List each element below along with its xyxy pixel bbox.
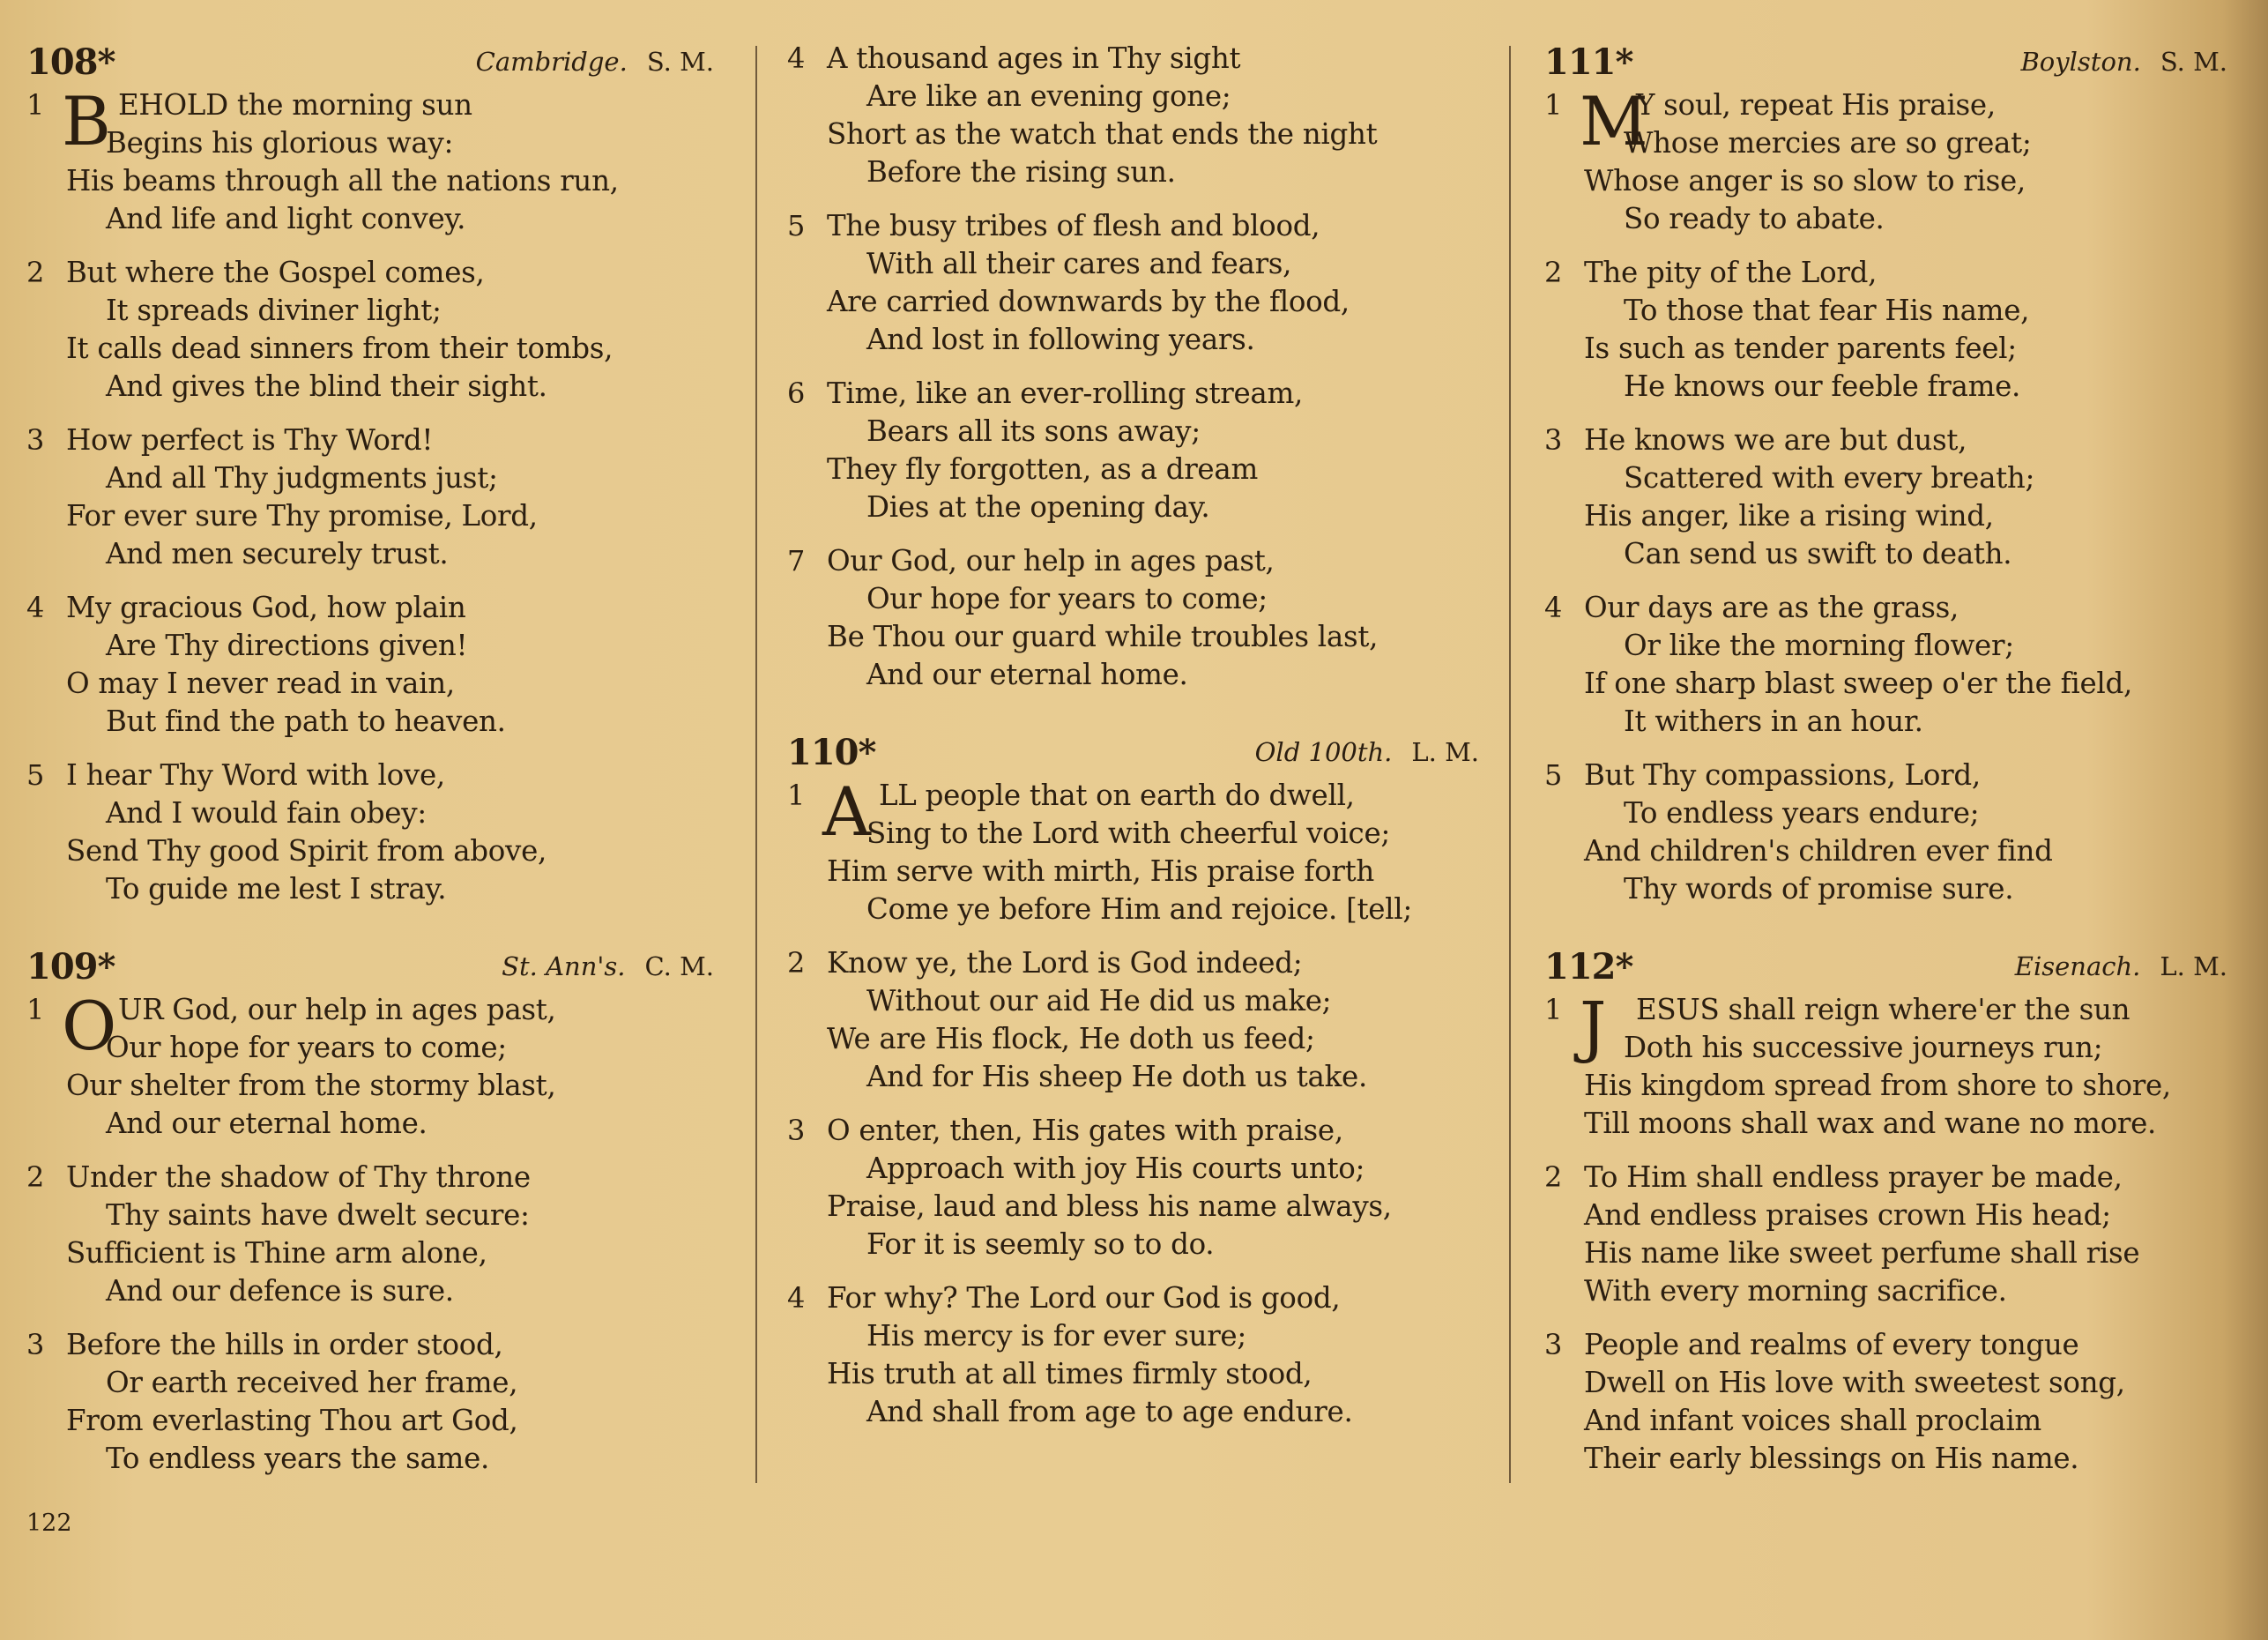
verse-line: With all their cares and fears, [866,247,1292,280]
column-divider [1509,46,1511,1483]
verse-line: With every morning sacrifice. [1584,1274,2007,1308]
verse-line: My gracious God, how plain [66,591,466,624]
verse [787,1279,1497,1431]
verse-line: Send Thy good Spirit from above, [66,834,547,868]
verse-line: Sing to the Lord with cheerful voice; [866,816,1391,850]
verse-line: Is such as tender parents feel; [1584,332,2017,365]
verse-line: It calls dead sinners from their tombs, [66,332,613,365]
verse-number: 1 [26,88,45,122]
verse-number: 3 [26,423,45,457]
verse [787,375,1497,526]
verse-line: Under the shadow of Thy throne [66,1160,531,1194]
hymn-section [1544,37,2245,908]
hymn-section [1544,942,2245,1478]
verse-line: And I would fain obey: [106,796,427,830]
verse [26,1326,732,1478]
tune-name: Cambridge. [475,47,628,77]
verse-line: From everlasting Thou art God, [66,1404,518,1437]
verse-line: They fly forgotten, as a dream [827,452,1258,486]
verse-line: Before the hills in order stood, [66,1328,503,1361]
hymn-tune-meter [476,47,732,77]
verse [26,589,732,741]
verse-number: 1 [1544,88,1563,122]
verse-number: 6 [787,376,806,410]
verse-number: 4 [787,41,806,75]
verse [1544,82,2245,238]
meter: S. M. [646,47,714,77]
hymn-tune-meter [2020,47,2245,77]
verse-line: Short as the watch that ends the night [827,117,1378,151]
verse-line: Bears all its sons away; [866,414,1201,448]
hymn-section [787,40,1497,694]
verse-line: And our eternal home. [866,658,1188,691]
verse-number: 5 [787,209,806,242]
verse [787,542,1497,694]
line-text: UR God, our help in ages past, [118,993,556,1026]
verse-line: Are Thy directions given! [106,629,468,662]
hymn-header [26,37,732,86]
verse [26,757,732,908]
column-left [26,37,732,1478]
drop-cap: A [822,772,871,851]
hymn-number: 110* [787,731,876,773]
column-middle [787,40,1497,1431]
verse-line: Come ye before Him and rejoice. [tell; [866,892,1413,926]
hymn-header [1544,37,2245,86]
verse [1544,1326,2245,1478]
verse-number: 2 [26,256,45,289]
drop-cap: M [1580,82,1648,160]
tune-name: St. Ann's. [502,951,626,981]
verse-line: Can send us swift to death. [1624,537,2012,570]
verse-line: His name like sweet perfume shall rise [1584,1236,2140,1270]
verse-line: He knows our feeble frame. [1624,369,2021,403]
verse [1544,757,2245,908]
verse-line: It withers in an hour. [1624,704,1923,738]
verse-line: So ready to abate. [1624,202,1885,235]
verse-number: 4 [787,1281,806,1315]
verse-line: And our eternal home. [106,1107,428,1140]
verse-line: People and realms of every tongue [1584,1328,2079,1361]
verse [787,40,1497,191]
verse-number: 3 [1544,1328,1563,1361]
verse-line: Praise, laud and bless his name always, [827,1189,1392,1223]
verse-number: 3 [26,1328,45,1361]
verse-line: And for His sheep He doth us take. [866,1060,1367,1093]
verse-line: His truth at all times firmly stood, [827,1357,1312,1390]
verse-line: And endless praises crown His head; [1584,1198,2111,1232]
verse-line: Scattered with every breath; [1624,461,2035,495]
verse-line: The busy tribes of flesh and blood, [827,209,1320,242]
tune-name: Boylston. [2020,47,2141,77]
verse-line: Our hope for years to come; [866,582,1268,615]
verse-number: 1 [1544,993,1563,1026]
verse-line: Without our aid He did us make; [866,984,1332,1018]
verse-line: Our days are as the grass, [1584,591,1959,624]
hymn-tune-meter [502,951,732,981]
verse-number: 3 [1544,423,1563,457]
verse-line: His mercy is for ever sure; [866,1319,1247,1353]
verse-number: 1 [26,993,45,1026]
drop-cap: B [62,82,111,160]
column-divider [755,46,757,1483]
verse-line: To endless years the same. [106,1442,490,1475]
meter: L. M. [1411,737,1479,767]
verse-line: Doth his successive journeys run; [1624,1031,2103,1064]
verse-line: Their early blessings on His name. [1584,1442,2079,1475]
hymn-number: 111* [1544,41,1633,83]
verse [26,82,732,238]
meter: S. M. [2160,47,2227,77]
verse [787,944,1497,1096]
verse-line: Our shelter from the stormy blast, [66,1069,556,1102]
verse-line: Begins his glorious way: [106,126,454,160]
verse-line: Him serve with mirth, His praise forth [827,854,1375,888]
verse [26,1159,732,1310]
tune-name: Eisenach. [2014,951,2141,981]
verse [1544,987,2245,1143]
verse-line: And infant voices shall proclaim [1584,1404,2041,1437]
verse-line: Whose mercies are so great; [1624,126,2032,160]
line-text: ESUS shall reign where'er the sun [1636,993,2130,1026]
meter: C. M. [644,951,714,981]
tune-name: Old 100th. [1254,737,1393,767]
verse-line: Time, like an ever-rolling stream, [827,376,1303,410]
verse-line: We are His flock, He doth us feed; [827,1022,1315,1055]
line-text: LL people that on earth do dwell, [879,779,1355,812]
verse-line: To guide me lest I stray. [106,872,447,906]
verse-line: To Him shall endless prayer be made, [1584,1160,2123,1194]
verse-line: But find the path to heaven. [106,704,506,738]
hymn-number: 108* [26,41,115,83]
verse-line: His kingdom spread from shore to shore, [1584,1069,2171,1102]
verse [787,1112,1497,1264]
hymn-number: 109* [26,945,115,988]
verse-line: Be Thou our guard while troubles last, [827,620,1379,653]
verse-line: A thousand ages in Thy sight [827,41,1241,75]
verse [26,254,732,406]
drop-cap: O [62,987,117,1065]
verse-line: Sufficient is Thine arm alone, [66,1236,487,1270]
verse [1544,254,2245,406]
verse-number: 3 [787,1114,806,1147]
hymn-section [26,37,732,908]
verse-line: To those that fear His name, [1624,294,2030,327]
hymn-tune-meter [1255,737,1497,767]
verse-line: And life and light convey. [106,202,466,235]
verse-line: And lost in following years. [866,323,1255,356]
verse-number: 5 [26,758,45,792]
meter: L. M. [2160,951,2227,981]
verse-line: Approach with joy His courts unto; [866,1152,1365,1185]
verse-line: Our God, our help in ages past, [827,544,1275,578]
hymn-header [787,727,1497,777]
verse-line: And men securely trust. [106,537,449,570]
hymn-section [26,942,732,1478]
verse [1544,1159,2245,1310]
verse-line: Are like an evening gone; [866,79,1231,113]
verse-line: Dies at the opening day. [866,490,1210,524]
verse-line: But Thy compassions, Lord, [1584,758,1981,792]
line-text: Y soul, repeat His praise, [1636,88,1996,122]
verse-line: To endless years endure; [1624,796,1980,830]
verse-number: 4 [26,591,45,624]
verse-line: And all Thy judgments just; [106,461,498,495]
verse-line: And children's children ever find [1584,834,2053,868]
verse-line: Know ye, the Lord is God indeed; [827,946,1303,980]
hymn-section [787,727,1497,1431]
verse-line: For ever sure Thy promise, Lord, [66,499,538,533]
verse [787,772,1497,928]
verse-line: Or earth received her frame, [106,1366,518,1399]
hymn-header [26,942,732,991]
verse-number: 2 [1544,256,1563,289]
verse [26,987,732,1143]
page-number: 122 [26,1510,72,1537]
verse [787,207,1497,359]
hymn-header [1544,942,2245,991]
verse-line: And our defence is sure. [106,1274,454,1308]
verse-line: Thy words of promise sure. [1624,872,2014,906]
verse-line: O may I never read in vain, [66,667,455,700]
verse-number: 2 [1544,1160,1563,1194]
verse [26,421,732,573]
verse-line: For why? The Lord our God is good, [827,1281,1341,1315]
verse-line: O enter, then, His gates with praise, [827,1114,1343,1147]
verse-number: 4 [1544,591,1563,624]
verse [1544,421,2245,573]
verse-number: 2 [787,946,806,980]
drop-cap: J [1580,987,1607,1065]
verse-line: And gives the blind their sight. [106,369,547,403]
verse-line: Whose anger is so slow to rise, [1584,164,2026,198]
verse-line: Are carried downwards by the flood, [827,285,1350,318]
verse-line: Or like the morning flower; [1624,629,2014,662]
verse-line: He knows we are but dust, [1584,423,1967,457]
verse-line: Till moons shall wax and wane no more. [1584,1107,2157,1140]
verse-line: Dwell on His love with sweetest song, [1584,1366,2125,1399]
verse-line: For it is seemly so to do. [866,1227,1215,1261]
verse-line: It spreads diviner light; [106,294,442,327]
line-text: EHOLD the morning sun [118,88,472,122]
verse-line: And shall from age to age endure. [866,1395,1353,1428]
verse-line: How perfect is Thy Word! [66,423,434,457]
verse-line: But where the Gospel comes, [66,256,485,289]
verse-line: I hear Thy Word with love, [66,758,445,792]
verse-line: Thy saints have dwelt secure: [106,1198,530,1232]
verse-line: Before the rising sun. [866,155,1176,189]
verse-line: His anger, like a rising wind, [1584,499,1994,533]
verse-number: 7 [787,544,806,578]
verse-line: His beams through all the nations run, [66,164,619,198]
column-right [1544,37,2245,1478]
verse-number: 1 [787,779,806,812]
hymn-tune-meter [2015,951,2245,981]
verse-number: 5 [1544,758,1563,792]
hymn-number: 112* [1544,945,1633,988]
verse-line: If one sharp blast sweep o'er the field, [1584,667,2133,700]
verse-line: The pity of the Lord, [1584,256,1878,289]
verse-line: Our hope for years to come; [106,1031,507,1064]
verse-number: 2 [26,1160,45,1194]
verse [1544,589,2245,741]
